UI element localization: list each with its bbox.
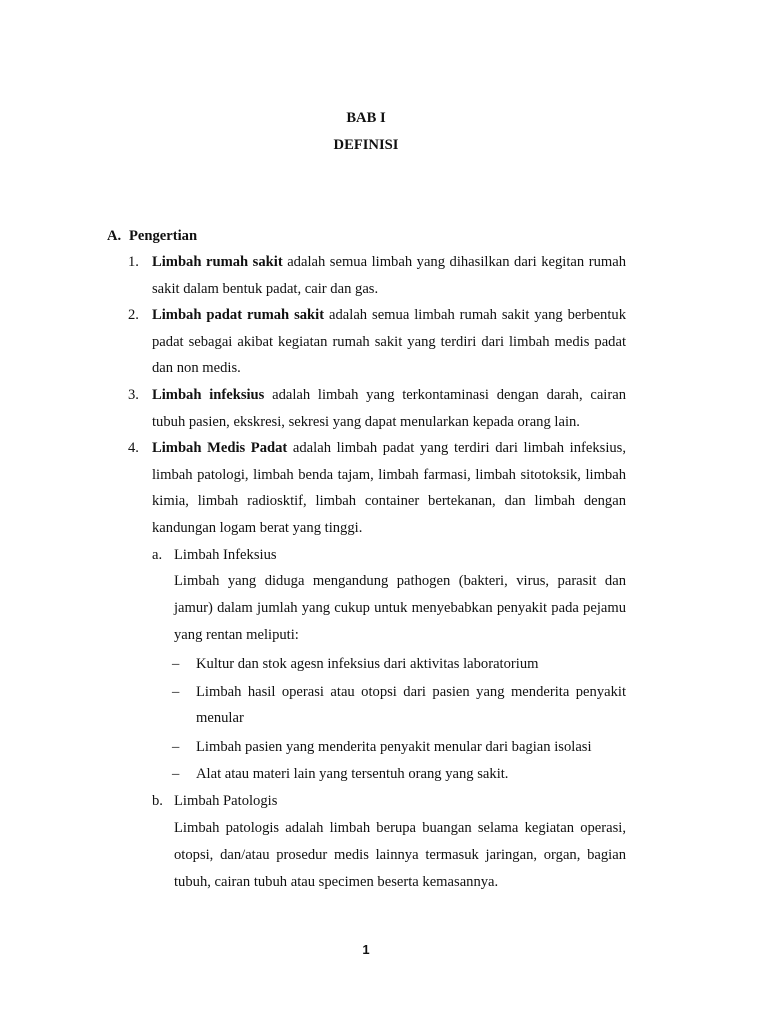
definition-item-2 [128,302,626,382]
bullet-item-2 [172,679,626,731]
subitem-letter: b. [152,793,163,809]
subitem-b-text: Limbah patologis adalah limbah berupa buangan selama kegiatan operasi, otopsi, dan/atau prosedur medis lainnya termasuk jaringan, organ, bagian tubuh, cairan tubuh atau specimen beserta kemasannya. [174,820,626,890]
definition-item-3 [128,382,626,435]
item-number: 3. [128,387,139,403]
dash-marker: – [172,656,180,672]
subitem-a-text: Limbah yang diduga mengandung pathogen (bakteri, virus, parasit dan jamur) dalam jumlah yang cukup untuk menyebabkan penyakit pada pejamu yang rentan meliputi: [174,573,626,643]
bullet-text: Alat atau materi lain yang tersentuh orang yang sakit. [196,766,509,782]
bullet-item-4 [172,761,626,787]
item-text: adalah limbah padat yang terdiri dari limbah infeksius, limbah patologi, limbah benda tajam, limbah farmasi, limbah sitotoksik, limbah kimia, limbah radiosktif, limbah container bertekanan, dan limbah dengan kandungan logam berat yang tinggi. [152,440,627,537]
definition-item-1 [128,249,626,302]
bullet-item-3 [172,734,626,760]
chapter-title: DEFINISI [333,137,399,153]
subitem-b [152,791,626,811]
subitem-letter: a. [152,547,163,563]
page-number: 1 [362,942,370,957]
item-number: 1. [128,254,139,270]
section-letter: A. [107,228,122,244]
definition-item-4 [128,435,626,542]
dash-marker: – [172,684,180,700]
item-term: Limbah Medis Padat [152,440,288,456]
item-text: adalah semua limbah yang dihasilkan dari kegitan rumah sakit dalam bentuk padat, cair dan gas. [152,254,626,297]
item-term: Limbah rumah sakit [152,254,283,270]
bullet-item-1 [172,651,626,677]
item-text: adalah semua limbah rumah sakit yang berbentuk padat sebagai akibat kegiatan rumah sakit yang terdiri dari limbah medis padat dan non medis. [152,307,626,377]
subitem-title: Limbah Patologis [174,793,278,809]
subitem-a [152,545,626,565]
dash-marker: – [172,739,180,755]
item-text: adalah limbah yang terkontaminasi dengan darah, cairan tubuh pasien, ekskresi, sekresi yang dapat menularkan kepada orang lain. [152,387,626,430]
section-heading [107,226,197,246]
subitem-title: Limbah Infeksius [174,547,277,563]
item-term: Limbah infeksius [152,387,265,403]
item-number: 2. [128,307,139,323]
bullet-text: Limbah pasien yang menderita penyakit menular dari bagian isolasi [196,739,592,755]
bullet-text: Kultur dan stok agesn infeksius dari aktivitas laboratorium [196,656,539,672]
dash-marker: – [172,766,180,782]
section-title: Pengertian [129,228,198,244]
chapter-label: BAB I [346,110,386,126]
item-number: 4. [128,440,139,456]
bullet-text: Limbah hasil operasi atau otopsi dari pasien yang menderita penyakit menular [196,684,626,726]
item-term: Limbah padat rumah sakit [152,307,325,323]
